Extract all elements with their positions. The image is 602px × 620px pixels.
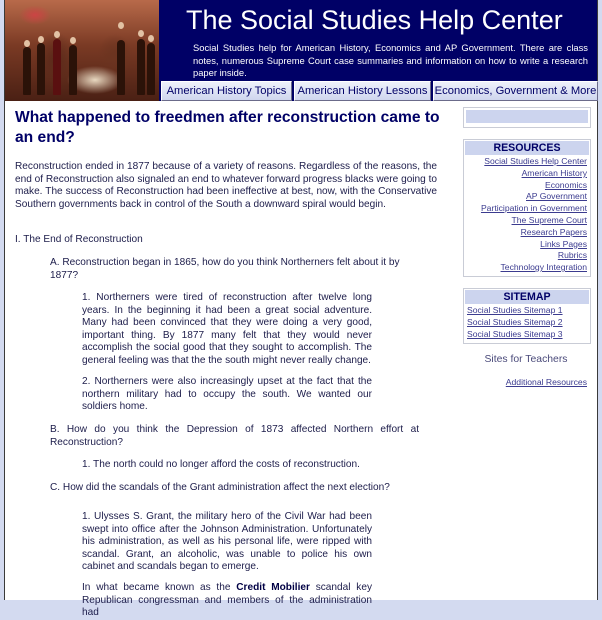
sitemap-link-1[interactable]: Social Studies Sitemap 1	[467, 305, 563, 315]
resource-link-economics[interactable]: Economics	[544, 179, 587, 190]
additional-resources-link[interactable]: Additional Resources	[505, 377, 587, 387]
sitemap-box	[463, 288, 591, 344]
answer-c-2	[82, 582, 372, 620]
site-description: Social Studies help for American History, Economics and AP Government. There are class notes, numerous Supreme Court case summaries and information on how to write a research paper inside.	[193, 42, 588, 78]
resources-heading: RESOURCES	[465, 141, 589, 155]
answer-c-2-text-start: In what became known as the	[82, 582, 237, 593]
page-container	[4, 0, 598, 619]
painting-figure-head	[118, 22, 124, 29]
sidebar-blank-banner	[466, 110, 588, 123]
answer-b-1: 1. The north could no longer afford the costs of reconstruction.	[82, 459, 360, 470]
question-a: A. Reconstruction began in 1865, how do you think Northerners felt about it by 1877?	[50, 257, 400, 281]
resources-box	[463, 139, 591, 277]
sitemap-link-3[interactable]: Social Studies Sitemap 3	[467, 328, 563, 339]
painting-figure	[69, 45, 77, 95]
resource-link-technology-integration[interactable]: Technology Integration	[500, 262, 587, 273]
site-title: The Social Studies Help Center	[186, 5, 563, 35]
resource-link-ap-government[interactable]: AP Government	[526, 191, 587, 202]
sitemap-heading: SITEMAP	[465, 290, 589, 304]
nav-economics-government-more[interactable]: Economics, Government & More	[433, 81, 598, 101]
resource-link-social-studies-help-center[interactable]: Social Studies Help Center	[484, 156, 587, 166]
section-heading: I. The End of Reconstruction	[15, 234, 143, 245]
answer-a-1: 1. Northerners were tired of reconstruction after twelve long years. In the beginning it had been a great social adventure. Many had been convinced that they were doing a very good, important thing. By 1877 many felt that they would never accomplish the social good that they sought to accomplish. The general feeling was that the the south might never really change.	[82, 292, 372, 366]
painting-figure-head	[38, 36, 44, 43]
sites-for-teachers-heading: Sites for Teachers	[484, 354, 568, 365]
resource-link-participation-in-government[interactable]: Participation in Government	[480, 203, 587, 214]
nav-american-history-topics[interactable]: American History Topics	[161, 81, 292, 101]
sidebar-search-box	[463, 107, 591, 128]
header-painting-image	[5, 0, 159, 101]
painting-figure-head	[24, 40, 30, 47]
painting-figure	[117, 40, 125, 95]
answer-c-1: 1. Ulysses S. Grant, the military hero of the Civil War had been swept into office after the Johnson Administration. Unfortunately his administration, as well as his personal life, were ripped with scandal. Grant, an alcoholic, was unable to police his own cabinet and scandals began to emerge.	[82, 511, 372, 573]
painting-figure-head	[54, 31, 60, 38]
painting-figure	[53, 39, 61, 95]
sitemap-link-2[interactable]: Social Studies Sitemap 2	[467, 316, 563, 327]
page-title: What happened to freedmen after reconstruction came to an end?	[15, 109, 440, 146]
answer-a-2: 2. Northerners were also increasingly upset at the fact that the northern military had to occupy the south. We wanted our soldiers home.	[82, 376, 372, 413]
question-c: C. How did the scandals of the Grant administration affect the next election?	[50, 482, 390, 493]
resource-link-rubrics[interactable]: Rubrics	[557, 250, 587, 261]
intro-paragraph: Reconstruction ended in 1877 because of a variety of reasons. Regardless of the reasons, the end of Reconstruction also signaled an end to whatever forward progress blacks were going to make. The success of Reconstruction had been ineffective at best, now, with the Conservative Southern governments back in control of the South a downward spiral would begin.	[15, 161, 437, 210]
painting-figure	[137, 39, 145, 95]
painting-figure-head	[138, 30, 144, 37]
painting-figure-head	[148, 35, 154, 42]
resource-link-links-pages[interactable]: Links Pages	[540, 238, 587, 249]
painting-figure-head	[70, 37, 76, 44]
painting-figure	[37, 43, 45, 95]
credit-mobilier-term: Credit Mobilier	[236, 582, 310, 593]
nav-american-history-lessons[interactable]: American History Lessons	[294, 81, 431, 101]
painting-figure	[147, 43, 155, 95]
painting-figure	[23, 47, 31, 95]
resource-link-research-papers[interactable]: Research Papers	[520, 226, 587, 237]
resource-link-supreme-court[interactable]: The Supreme Court	[511, 214, 587, 225]
question-b: B. How do you think the Depression of 1873 affected Northern effort at Reconstruction?	[50, 424, 419, 448]
site-header	[5, 0, 597, 101]
resource-link-american-history[interactable]: American History	[521, 167, 587, 178]
answer-c-2-text-end: scandal key Republican congressman and members of the administration had	[82, 582, 372, 619]
